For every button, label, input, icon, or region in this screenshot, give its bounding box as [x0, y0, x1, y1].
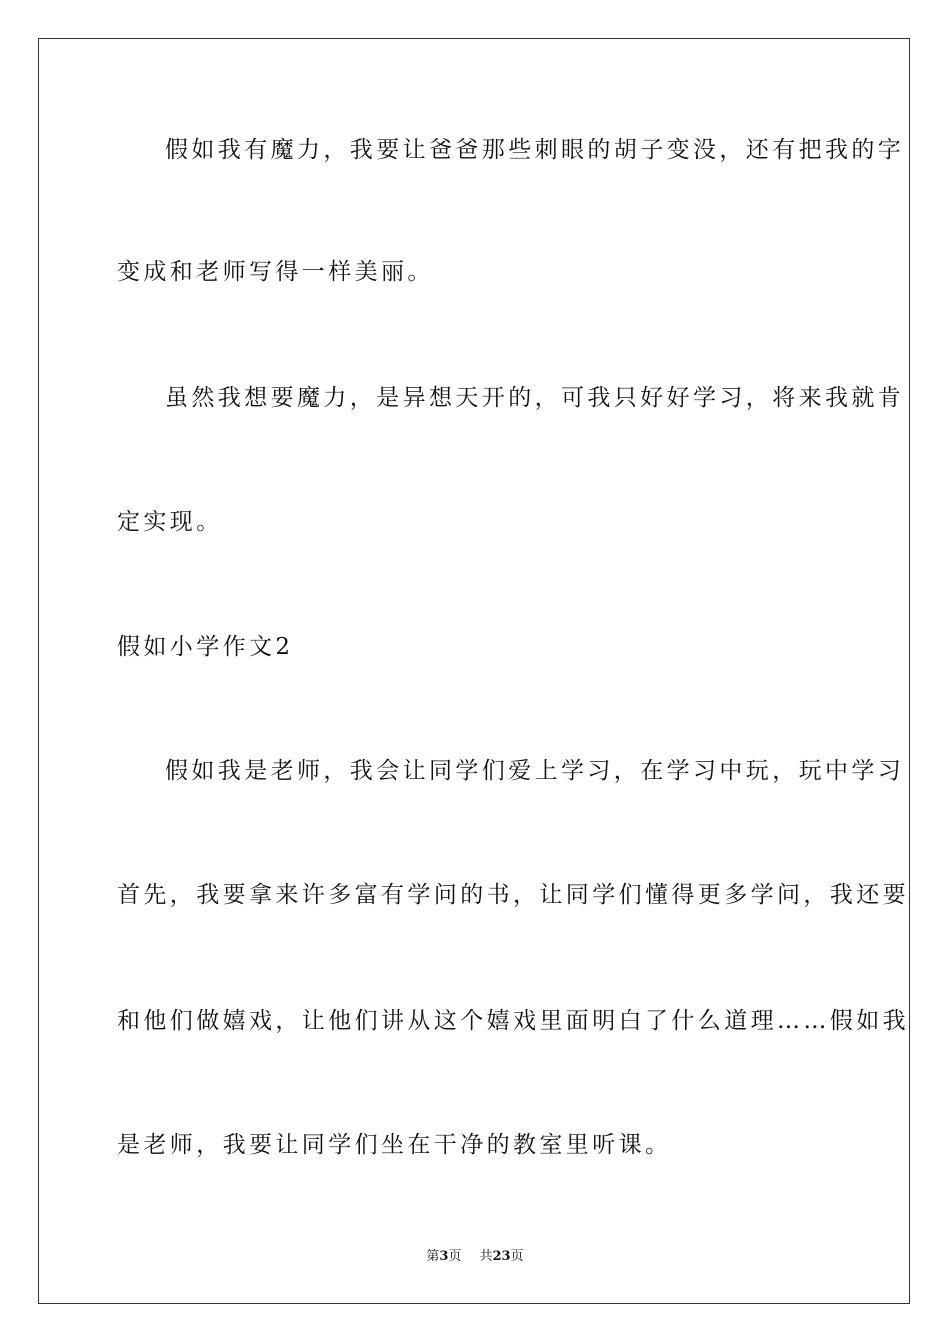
footer-total-number: 23 — [492, 1249, 511, 1264]
footer-page-suffix: 页 — [448, 1249, 462, 1264]
paragraph-3-line-1: 假如我是老师，我会让同学们爱上学习，在学习中玩，玩中学习 — [165, 758, 905, 784]
footer-page-prefix: 第 — [426, 1249, 440, 1264]
footer-page-number: 3 — [439, 1249, 449, 1264]
paragraph-3-line-3: 和他们做嬉戏，让他们讲从这个嬉戏里面明白了什么道理……假如我 — [117, 1008, 909, 1034]
paragraph-2-line-2: 定实现。 — [117, 509, 223, 535]
page-footer — [0, 1248, 950, 1266]
page-border — [38, 38, 910, 1304]
paragraph-1-line-2: 变成和老师写得一样美丽。 — [117, 259, 434, 285]
section-heading: 假如小学作文2 — [117, 634, 294, 660]
paragraph-1-line-1: 假如我有魔力，我要让爸爸那些刺眼的胡子变没，还有把我的字 — [165, 137, 905, 163]
paragraph-3-line-2: 首先，我要拿来许多富有学问的书，让同学们懂得更多学问，我还要 — [117, 882, 909, 908]
footer-total-suffix: 页 — [510, 1249, 524, 1264]
paragraph-2-line-1: 虽然我想要魔力，是异想天开的，可我只好好学习，将来我就肯 — [165, 385, 905, 411]
paragraph-3-line-4: 是老师，我要让同学们坐在干净的教室里听课。 — [117, 1132, 672, 1158]
footer-total-prefix: 共 — [479, 1249, 493, 1264]
